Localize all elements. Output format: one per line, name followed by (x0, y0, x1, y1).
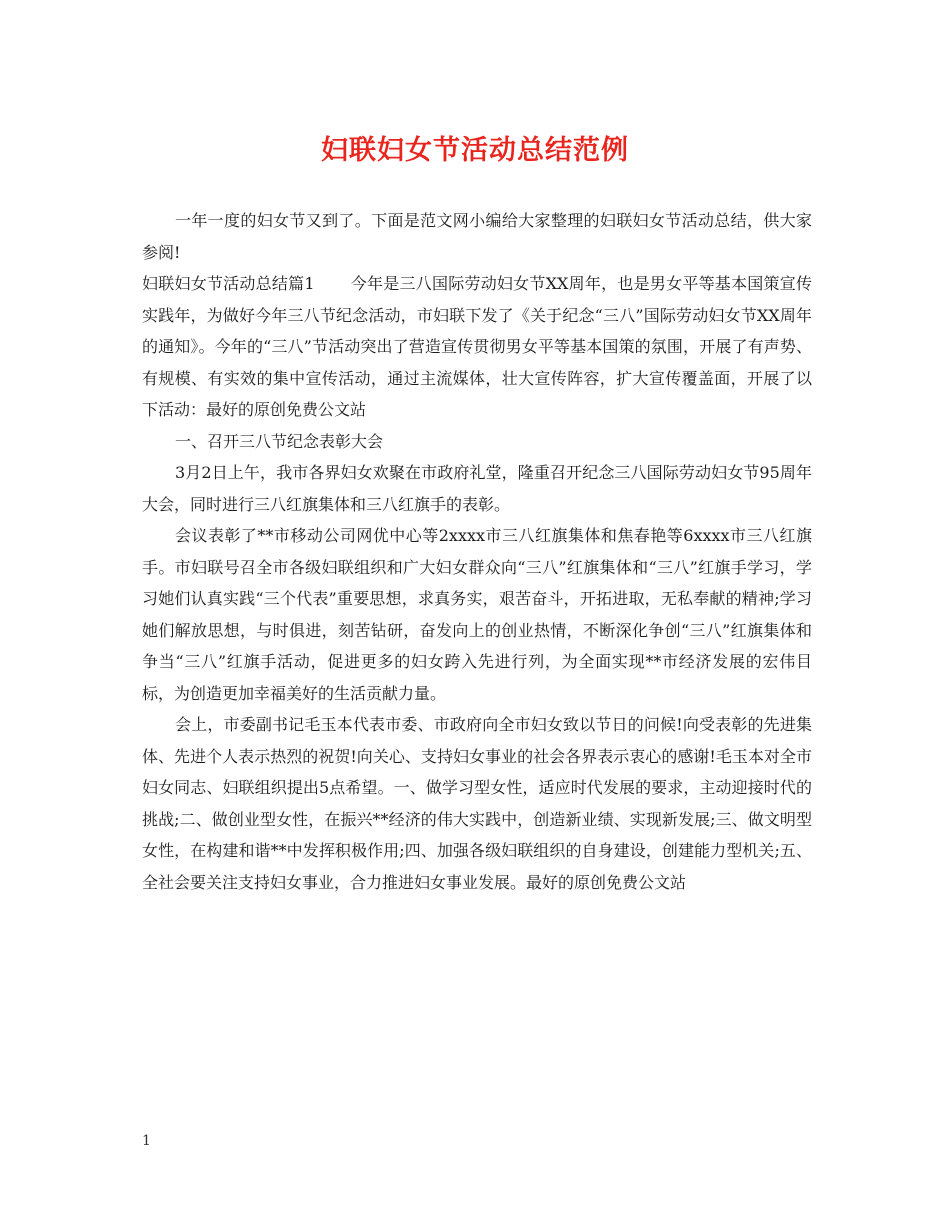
section-text: 今年是三八国际劳动妇女节XX周年，也是男女平等基本国策宣传实践年，为做好今年三八节纪念活动，市妇联下发了《关于纪念“三八”国际劳动妇女节XX周年的通知》。今年的“三八”节活动突出了营造宣传贯彻男女平等基本国策的氛围，开展了有声势、有规模、有实效的集中宣传活动，通过主流媒体，壮大宣传阵容，扩大宣传覆盖面，开展了以下活动：最好的原创免费公文站 (142, 274, 812, 419)
page-title: 妇联妇女节活动总结范例 (321, 135, 629, 166)
body-paragraph-1: 3月2日上午，我市各界妇女欢聚在市政府礼堂，隆重召开纪念三八国际劳动妇女节95周年大会，同时进行三八红旗集体和三八红旗手的表彰。 (142, 463, 812, 514)
page-number: 1 (142, 1133, 151, 1149)
section-label: 妇联妇女节活动总结篇1 (142, 274, 315, 293)
subheading: 一、召开三八节纪念表彰大会 (175, 431, 384, 451)
body-paragraph-2: 会议表彰了**市移动公司网优中心等2xxxx市三八红旗集体和焦春艳等6xxxx市三八红旗手。市妇联号召全市各级妇联组织和广大妇女群众向“三八”红旗集体和“三八”红旗手学习，学习她们认真实践“三个代表”重要思想，求真务实，艰苦奋斗，开拓进取，无私奉献的精神;学习她们解放思想，与时俱进，刻苦钻研，奋发向上的创业热情，不断深化争创“三八”红旗集体和争当“三八”红旗手活动，促进更多的妇女跨入先进行列，为全面实现**市经济发展的宏伟目标，为创造更加幸福美好的生活贡献力量。 (142, 526, 812, 703)
document-body (142, 205, 812, 898)
section-paragraph (142, 268, 812, 426)
body-paragraph-3: 会上，市委副书记毛玉本代表市委、市政府向全市妇女致以节日的问候!向受表彰的先进集体、先进个人表示热烈的祝贺!向关心、支持妇女事业的社会各界表示衷心的感谢!毛玉本对全市妇女同志、妇联组织提出5点希望。一、做学习型女性，适应时代发展的要求，主动迎接时代的挑战;二、做创业型女性，在振兴**经济的伟大实践中，创造新业绩、实现新发展;三、做文明型女性，在构建和谐**中发挥积极作用;四、加强各级妇联组织的自身建设，创建能力型机关;五、全社会要关注支持妇女事业，合力推进妇女事业发展。最好的原创免费公文站 (142, 715, 812, 892)
intro-paragraph: 一年一度的妇女节又到了。下面是范文网小编给大家整理的妇联妇女节活动总结，供大家参阅! (142, 211, 812, 262)
